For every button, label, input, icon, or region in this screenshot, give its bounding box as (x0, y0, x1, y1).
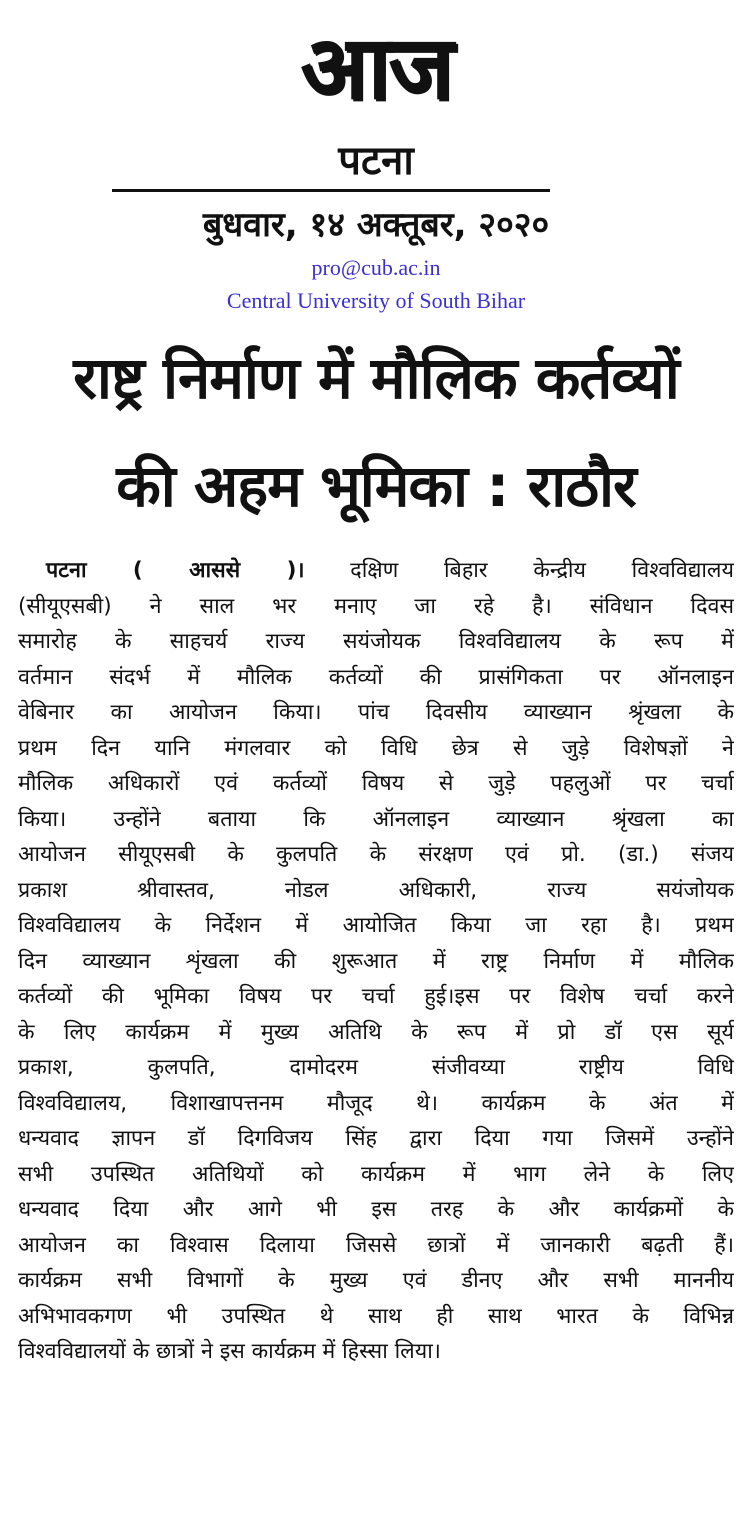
article-line: (सीयूएसबी) ने साल भर मनाए जा रहे है। संविधान दिवस (18, 593, 734, 619)
article-dateline: पटना ( आससे )। (46, 558, 305, 583)
article-line: आयोजन का विश्वास दिलाया जिससे छात्रों में जानकारी बढ़ती हैं। (18, 1232, 734, 1258)
article-line: धन्यवाद दिया और आगे भी इस तरह के और कार्यक्रमों के (18, 1197, 734, 1222)
article-line-text: दक्षिण बिहार केन्द्रीय विश्वविद्यालय (304, 558, 734, 583)
contact-email: pro@cub.ac.in (311, 255, 441, 280)
masthead-divider (112, 189, 550, 192)
article-line: धन्यवाद ज्ञापन डॉ दिगविजय सिंह द्वारा दिया गया जिसमें उन्होंने (18, 1126, 734, 1151)
article-line: प्रकाश श्रीवास्तव, नोडल अधिकारी, राज्य सयंजोयक (18, 877, 734, 903)
article-line: विश्वविद्यालयों के छात्रों ने इस कार्यक्रम में हिस्सा लिया। (18, 1339, 441, 1364)
article-line: सभी उपस्थित अतिथियों को कार्यक्रम में भाग लेने के लिए (18, 1161, 734, 1187)
article-line: कर्तव्यों की भूमिका विषय पर चर्चा हुई।इस पर विशेष चर्चा करने (18, 984, 734, 1009)
newspaper-masthead: आज (300, 16, 452, 119)
headline-line-2: की अहम भूमिका : राठौर (116, 452, 636, 520)
article-line: दिन व्याख्यान शृंखला की शुरूआत में राष्ट्र निर्माण में मौलिक (18, 948, 734, 974)
article-body (18, 553, 734, 1370)
article-line: समारोह के साहचर्य राज्य सयंजोयक विश्वविद्यालय के रूप में (18, 629, 734, 654)
institution-name: Central University of South Bihar (226, 288, 526, 313)
article-line (18, 553, 734, 589)
article-line: वेबिनार का आयोजन किया। पांच दिवसीय व्याख्यान श्रृंखला के (18, 700, 734, 725)
article-line: विश्वविद्यालय, विशाखापत्तनम मौजूद थे। कार्यक्रम के अंत में (18, 1090, 734, 1116)
article-line: प्रकाश, कुलपति, दामोदरम संजीवय्या राष्ट्रीय विधि (18, 1055, 734, 1080)
article-line: किया। उन्होंने बताया कि ऑनलाइन व्याख्यान श्रृंखला का (18, 806, 734, 832)
article-line: मौलिक अधिकारों एवं कर्तव्यों विषय से जुड़े पहलुओं पर चर्चा (18, 771, 734, 796)
article-line: आयोजन सीयूएसबी के कुलपति के संरक्षण एवं प्रो. (डा.) संजय (18, 842, 734, 867)
headline-line-1: राष्ट्र निर्माण में मौलिक कर्तव्यों (73, 344, 679, 412)
article-line: अभिभावकगण भी उपस्थित थे साथ ही साथ भारत के विभिन्न (18, 1303, 734, 1329)
article-line: वर्तमान संदर्भ में मौलिक कर्तव्यों की प्रासंगिकता पर ऑनलाइन (18, 664, 734, 690)
article-line: के लिए कार्यक्रम में मुख्य अतिथि के रूप में प्रो डॉ एस सूर्य (18, 1019, 734, 1045)
article-line: विश्वविद्यालय के निर्देशन में आयोजित किया जा रहा है। प्रथम (18, 913, 734, 938)
article-line: कार्यक्रम सभी विभागों के मुख्य एवं डीनए और सभी माननीय (18, 1268, 734, 1293)
article-line: प्रथम दिन यानि मंगलवार को विधि छेत्र से जुड़े विशेषज्ञों ने (18, 735, 734, 761)
edition-city: पटना (338, 138, 414, 184)
publication-date: बुधवार, १४ अक्तूबर, २०२० (202, 205, 550, 245)
